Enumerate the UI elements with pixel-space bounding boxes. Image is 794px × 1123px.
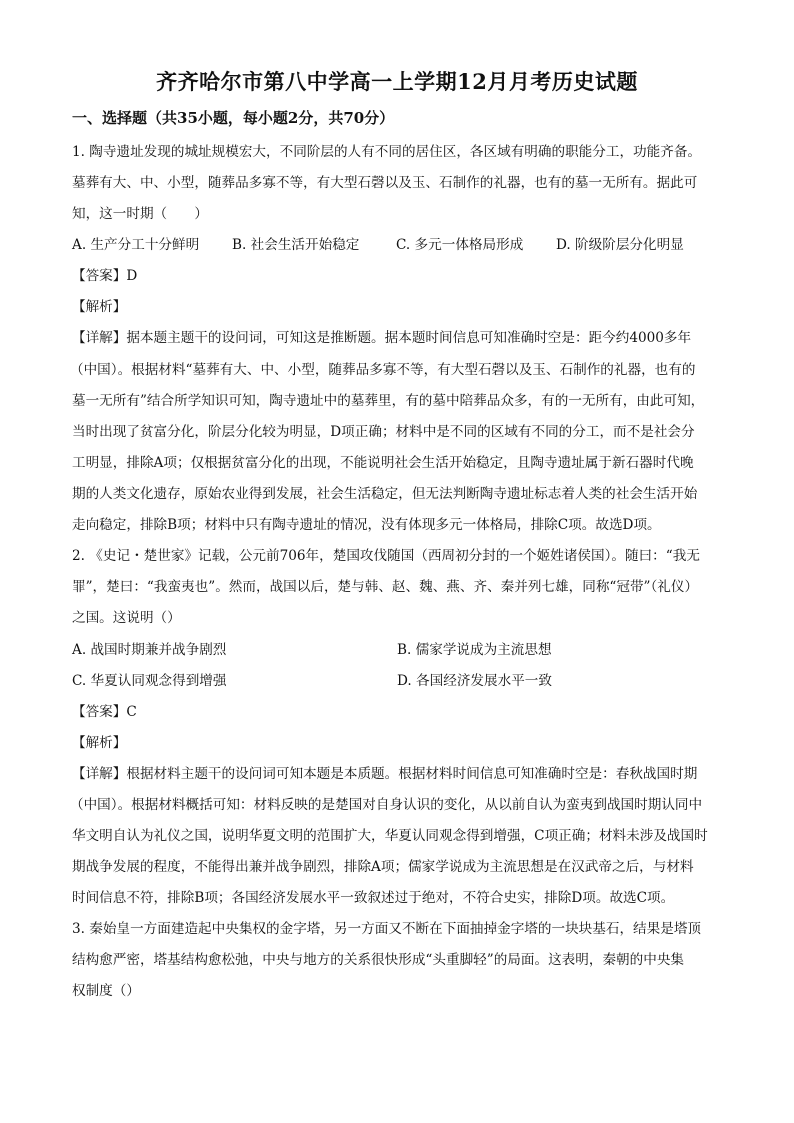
q2-option-d: D. 各国经济发展水平一致 (397, 673, 552, 689)
q1-option-a: A. 生产分工十分鲜明 (72, 237, 200, 253)
q2-detail-line: 华文明自认为礼仪之国，说明华夏文明的范围扩大，华夏认同观念得到增强，C项正确；材料未涉及战国时 (72, 828, 708, 844)
q1-detail-line: 当时出现了贫富分化，阶层分化较为明显，D项正确；材料中是不同的区域有不同的分工，而不是社会分 (72, 424, 695, 440)
q2-detail-line: 期战争发展的程度，不能得出兼并战争剧烈，排除A项；儒家学说成为主流思想是在汉武帝之后，与材料 (72, 859, 694, 875)
section-heading: 一、选择题（共35小题，每小题2分，共70分） (72, 109, 395, 127)
q2-detail-line: 【详解】根据材料主题干的设问词可知本题是本质题。根据材料时间信息可知准确时空是：春秋战国时期 (72, 766, 698, 782)
q1-detail-line: 墓一无所有”结合所学知识可知，陶寺遗址中的墓葬里，有的墓中陪葬品众多，有的一无所有，由此可知， (72, 393, 705, 409)
q1-detail-line: 走向稳定，排除B项；材料中只有陶寺遗址的情况，没有体现多元一体格局，排除C项。故选D项。 (72, 517, 661, 533)
page-title: 齐齐哈尔市第八中学高一上学期12月月考历史试题 (156, 69, 638, 94)
q1-option-b: B. 社会生活开始稳定 (232, 237, 360, 253)
q1-detail-line: 工明显，排除A项；仅根据贫富分化的出现，不能说明社会生活开始稳定，且陶寺遗址属于新石器时代晚 (72, 455, 694, 471)
q1-answer: 【答案】D (72, 268, 138, 284)
q1-detail-line: （中国）。根据材料“墓葬有大、中、小型，随葬品多寡不等，有大型石磬以及玉、石制作的礼器，也有的 (70, 362, 696, 378)
q2-detail-line: （中国）。根据材料概括可知：材料反映的是楚国对自身认识的变化，从以前自认为蛮夷到战国时期认同中 (70, 797, 703, 813)
q2-detail-line: 时间信息不符，排除B项；各国经济发展水平一致叙述过于绝对，不符合史实，排除D项。故选C项。 (72, 890, 675, 906)
q2-option-c: C. 华夏认同观念得到增强 (72, 673, 227, 689)
q1-option-d: D. 阶级阶层分化明显 (556, 237, 684, 253)
q2-option-b: B. 儒家学说成为主流思想 (397, 642, 552, 658)
q1-detail-line: 期的人类文化遗存，原始农业得到发展，社会生活稳定，但无法判断陶寺遗址标志着人类的社会生活开始 (72, 486, 698, 502)
q1-stem-line: 知，这一时期（ ） (72, 206, 208, 222)
q2-stem-line: 之国。这说明（） (72, 610, 181, 626)
q2-analysis-label: 【解析】 (72, 735, 127, 751)
q3-stem-line: 权制度（） (72, 983, 140, 999)
q2-answer: 【答案】C (72, 704, 137, 720)
q1-option-c: C. 多元一体格局形成 (396, 237, 524, 253)
q3-stem-line: 结构愈严密，塔基结构愈松弛，中央与地方的关系很快形成“头重脚轻”的局面。这表明，秦朝的中央集 (72, 952, 685, 968)
q1-detail-line: 【详解】据本题主题干的设问词，可知这是推断题。据本题时间信息可知准确时空是：距今约4000多年 (72, 330, 692, 346)
q1-analysis-label: 【解析】 (72, 299, 127, 315)
q2-stem-line: 罪”，楚曰：“我蛮夷也”。然而，战国以后，楚与韩、赵、魏、燕、齐、秦并列七雄，同称“冠带”（礼仪） (72, 579, 699, 595)
q3-stem-line: 3. 秦始皇一方面建造起中央集权的金字塔，另一方面又不断在下面抽掉金字塔的一块块基石，结果是塔顶 (72, 921, 702, 937)
q1-stem-line: 墓葬有大、中、小型，随葬品多寡不等，有大型石磬以及玉、石制作的礼器，也有的墓一无所有。据此可 (72, 175, 698, 191)
q1-stem-line: 1. 陶寺遗址发现的城址规模宏大，不同阶层的人有不同的居住区，各区域有明确的职能分工，功能齐备。 (72, 144, 702, 160)
q2-stem-line: 2. 《史记・楚世家》记载，公元前706年，楚国攻伐随国（西周初分封的一个姬姓诸侯国）。随曰：“我无 (72, 548, 700, 564)
q2-option-a: A. 战国时期兼并战争剧烈 (72, 642, 227, 658)
